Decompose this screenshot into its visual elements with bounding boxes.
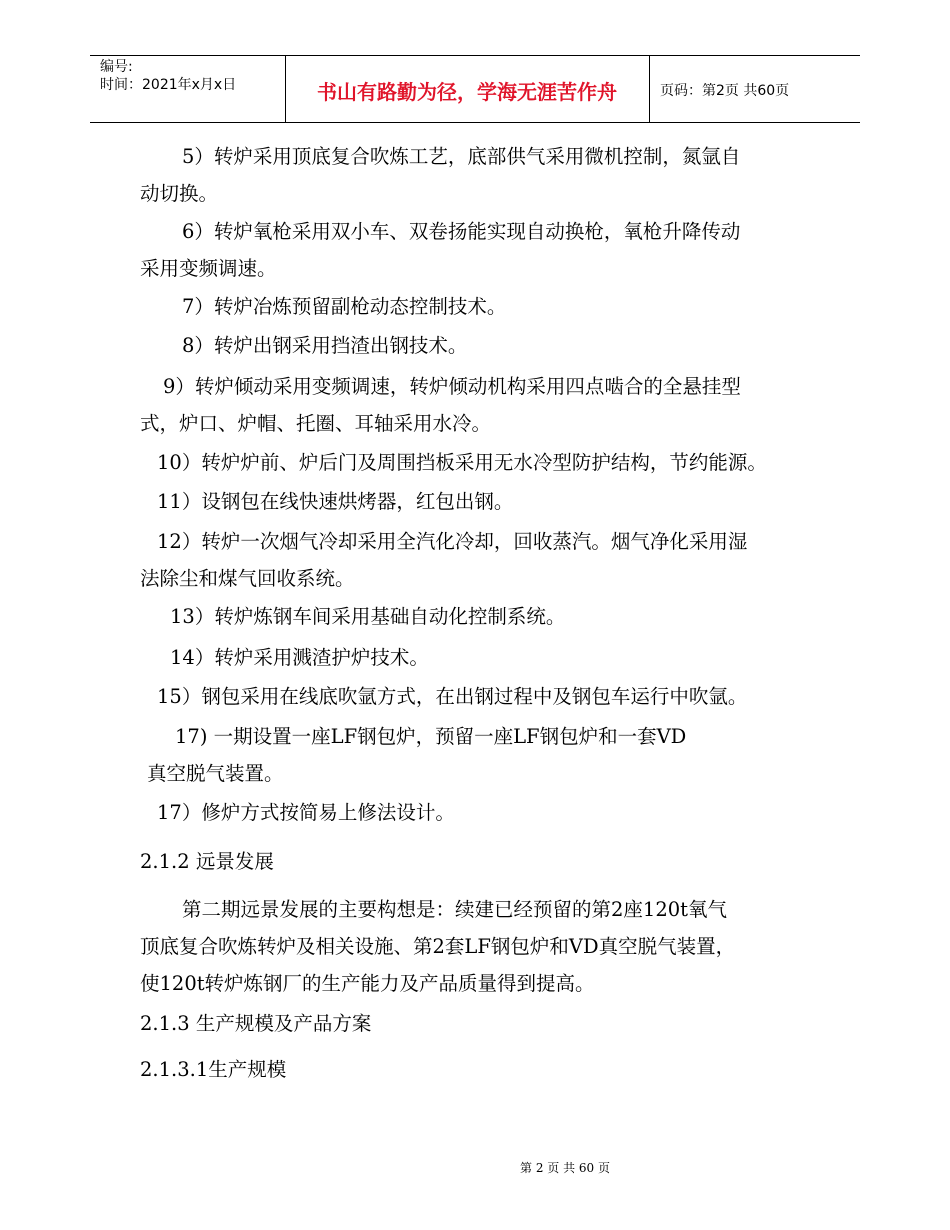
body-line: 9）转炉倾动采用变频调速，转炉倾动机构采用四点啮合的全悬挂型 — [163, 375, 741, 398]
section-heading: 2.1.2 远景发展 — [140, 850, 274, 873]
body-line: 10）转炉炉前、炉后门及周围挡板采用无水冷型防护结构，节约能源。 — [157, 451, 767, 474]
body-line: 法除尘和煤气回收系统。 — [140, 567, 355, 590]
body-line: 第二期远景发展的主要构想是：续建已经预留的第2座120t氧气 — [182, 898, 727, 921]
body-line: 13）转炉炼钢车间采用基础自动化控制系统。 — [170, 605, 566, 628]
page-footer: 第 2 页 共 60 页 — [520, 1161, 610, 1175]
body-line: 7）转炉冶炼预留副枪动态控制技术。 — [182, 295, 507, 318]
header-page-info: 页码：第2页 共60页 — [660, 83, 790, 99]
body-line: 使120t转炉炼钢厂的生产能力及产品质量得到提高。 — [140, 972, 595, 995]
body-line: 动切换。 — [140, 182, 219, 205]
doc-time-label: 时间：2021年x月x日 — [100, 77, 237, 93]
body-line: 15）钢包采用在线底吹氩方式，在出钢过程中及钢包车运行中吹氩。 — [157, 685, 748, 708]
body-line: 真空脱气装置。 — [147, 762, 284, 785]
doc-number-label: 编号: — [100, 59, 133, 75]
section-heading: 2.1.3.1生产规模 — [140, 1058, 287, 1081]
page-header — [90, 55, 860, 123]
body-line: 8）转炉出钢采用挡渣出钢技术。 — [182, 334, 468, 357]
body-line: 式，炉口、炉帽、托圈、耳轴采用水冷。 — [140, 412, 492, 435]
header-divider — [649, 56, 650, 122]
body-line: 17）修炉方式按简易上修法设计。 — [157, 801, 455, 824]
section-heading: 2.1.3 生产规模及产品方案 — [140, 1012, 372, 1035]
body-line: 顶底复合吹炼转炉及相关设施、第2套LF钢包炉和VD真空脱气装置， — [140, 935, 736, 958]
body-line: 采用变频调速。 — [140, 257, 277, 280]
header-meta — [100, 58, 236, 94]
header-motto: 书山有路勤为径，学海无涯苦作舟 — [317, 80, 617, 104]
body-line: 12）转炉一次烟气冷却采用全汽化冷却，回收蒸汽。烟气净化采用湿 — [157, 530, 748, 553]
body-line: 17) 一期设置一座LF钢包炉，预留一座LF钢包炉和一套VD — [175, 725, 687, 748]
body-line: 11）设钢包在线快速烘烤器，红包出钢。 — [157, 490, 514, 513]
body-line: 14）转炉采用溅渣护炉技术。 — [170, 646, 429, 669]
body-line: 6）转炉氧枪采用双小车、双卷扬能实现自动换枪，氧枪升降传动 — [182, 220, 741, 243]
body-line: 5）转炉采用顶底复合吹炼工艺，底部供气采用微机控制，氮氩自 — [182, 145, 741, 168]
